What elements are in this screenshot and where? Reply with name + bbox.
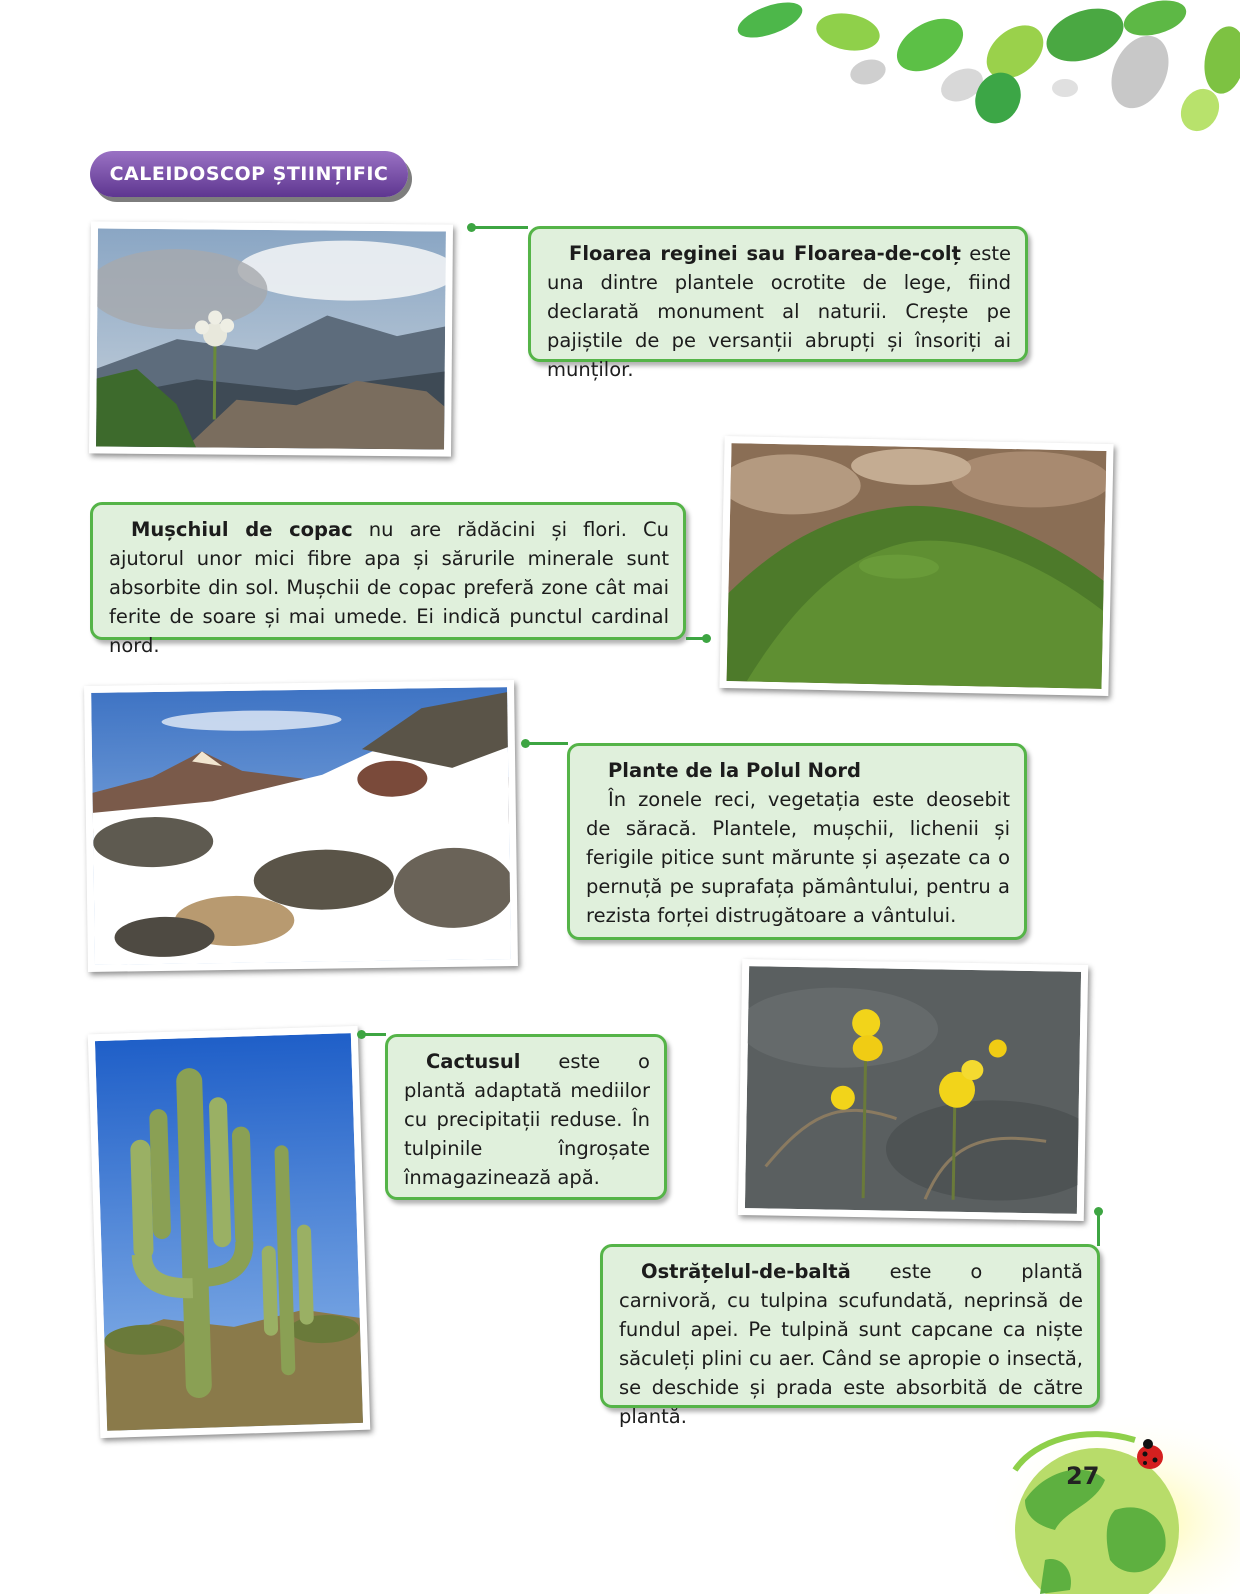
bladderwort-name: Ostrățelul-de-baltă: [641, 1260, 851, 1283]
globe-decoration: [985, 1410, 1240, 1594]
section-title-badge: CALEIDOSCOP ȘTIINȚIFIC: [90, 151, 408, 197]
cactus-photo: [88, 1026, 371, 1438]
arctic-heading: Plante de la Polul Nord: [608, 759, 861, 782]
bladderwort-text: este o plantă carnivoră, cu tulpina scufundată, neprinsă de fundul apei. Pe tulpină sunt capcane ca niște săculeți plini cu aer. Când se apropie o insectă, se deschide și prada este absorbită de către plantă.: [619, 1260, 1083, 1428]
edelweiss-photo: [89, 221, 453, 456]
connector-dot: [702, 634, 711, 643]
cactus-name: Cactusul: [426, 1050, 521, 1073]
moss-text: nu are rădăcini și flori. Cu ajutorul unor mici fibre apa și sărurile minerale sunt absorbite din sol. Mușchii de copac preferă zone cât mai ferite de soare și mai umede. Ei indică punctul cardinal nord.: [109, 518, 669, 657]
moss-name: Mușchiul de copac: [131, 518, 353, 541]
cactus-text: este o plantă adaptată mediilor cu precipitații reduse. În tulpinile îngroșate înmagazinează apă.: [404, 1050, 650, 1189]
page-number: 27: [1066, 1462, 1100, 1490]
moss-info-box: [90, 502, 686, 657]
connector-line: [1097, 1212, 1100, 1246]
edelweiss-text: este una dintre plantele ocrotite de lege, fiind declarată monument al naturii. Crește pe pajiștile de pe versanții abrupți și însoriți ai munților.: [547, 242, 1011, 381]
edelweiss-name: Floarea reginei sau Floarea-de-colț: [569, 242, 961, 265]
edelweiss-info-box: [528, 226, 1028, 381]
connector-line: [472, 226, 528, 229]
connector-line: [525, 742, 568, 745]
arctic-info-box: [567, 743, 1027, 940]
connector-dot: [467, 223, 476, 232]
leaves-decoration: [730, 0, 1240, 135]
connector-dot: [1094, 1207, 1103, 1216]
bladderwort-info-box: [600, 1244, 1100, 1428]
bladderwort-photo: [738, 959, 1088, 1221]
cactus-info-box: [385, 1034, 667, 1200]
moss-photo: [719, 436, 1113, 696]
ladybug-icon: [1137, 1445, 1163, 1469]
arctic-photo: [84, 680, 518, 972]
arctic-text: În zonele reci, vegetația este deosebit de săracă. Plantele, mușchii, lichenii și ferigile pitice sunt mărunte și așezate ca o pernuță pe suprafața pământului, pentru a rezista forței distrugătoare a vântului.: [586, 788, 1010, 927]
connector-dot: [357, 1030, 366, 1039]
connector-dot: [521, 739, 530, 748]
